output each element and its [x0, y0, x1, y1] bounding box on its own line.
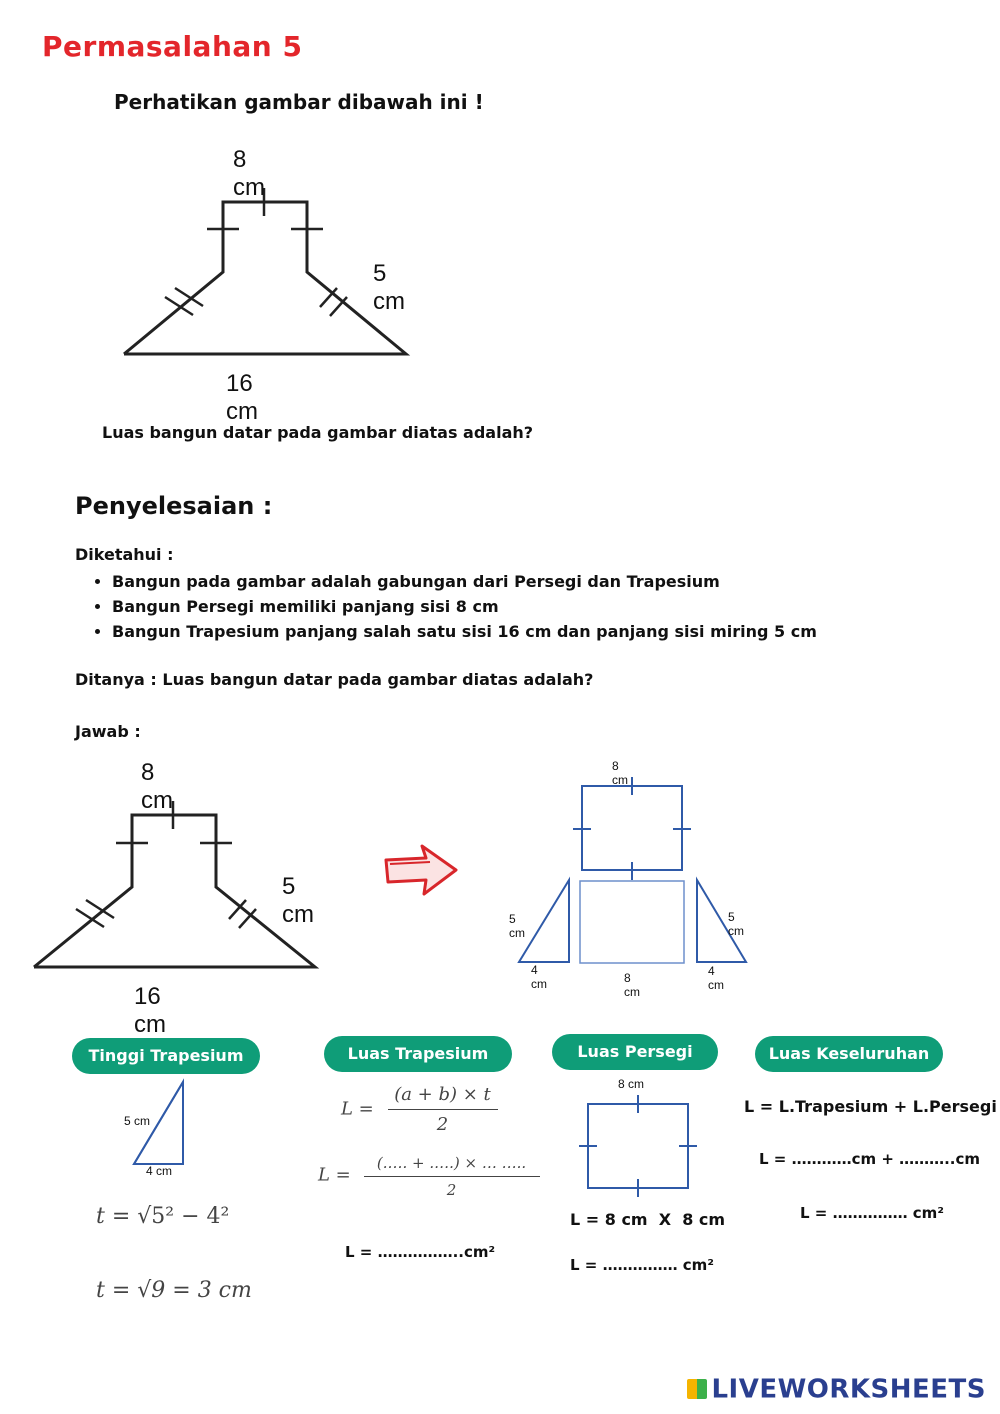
- decomp-square-top-label: 8 cm: [612, 759, 628, 787]
- figure-2-bottom-label: 16 cm: [134, 983, 166, 1038]
- height-tri-base-label: 4 cm: [146, 1164, 173, 1178]
- question-text: Luas bangun datar pada gambar diatas adalah?: [102, 423, 534, 442]
- trapezoid-card-header: Luas Trapesium: [324, 1036, 512, 1072]
- brand-text: LIVEWORKSHEETS: [711, 1374, 986, 1404]
- height-eq1-lhs: t =: [96, 1204, 131, 1229]
- height-eq1-rhs: √5² − 4²: [137, 1204, 230, 1229]
- height-tri-side-label: 5 cm: [124, 1114, 151, 1128]
- height-eq2: t = √9 = 3 cm: [96, 1278, 252, 1303]
- trapezoid-denominator: 2: [436, 1114, 449, 1135]
- total-eq2: L = …………cm + ………..cm: [759, 1150, 981, 1168]
- decomp-right-base-label: 4 cm: [708, 964, 724, 992]
- decomp-right-side-label: 5 cm: [728, 910, 744, 938]
- section-title: Penyelesaian :: [75, 492, 273, 520]
- answer-label: Jawab :: [75, 722, 141, 741]
- known-label: Diketahui :: [75, 545, 174, 564]
- trapezoid-lhs: L =: [341, 1098, 374, 1120]
- list-item: • Bangun pada gambar adalah gabungan dari Persegi dan Trapesium: [112, 569, 817, 594]
- decomp-left-side-label: 5 cm: [509, 912, 525, 940]
- page-title: Permasalahan 5: [42, 30, 303, 63]
- decomp-left-base-label: 4 cm: [531, 963, 547, 991]
- trapezoid-result: L = ……………..cm²: [345, 1243, 496, 1261]
- height-card-header: Tinggi Trapesium: [72, 1038, 260, 1074]
- trapezoid-fill-lhs: L =: [318, 1164, 351, 1186]
- square-eq1: L = 8 cm X 8 cm: [570, 1210, 726, 1229]
- figure-1-bottom-label: 16 cm: [226, 370, 258, 425]
- list-item: • Bangun Persegi memiliki panjang sisi 8 cm: [112, 594, 817, 619]
- liveworksheets-logo: [687, 1374, 986, 1405]
- total-card-header: Luas Keseluruhan: [755, 1036, 943, 1072]
- figure-2-side-label: 5 cm: [282, 873, 314, 928]
- square-card-header: Luas Persegi: [552, 1034, 718, 1070]
- trapezoid-fill-numerator: (.…. + .….) × … …..: [364, 1154, 540, 1177]
- figure-1-side-label: 5 cm: [373, 260, 405, 315]
- figure-2-top-label: 8 cm: [141, 759, 173, 814]
- total-eq1: L = L.Trapesium + L.Persegi: [744, 1097, 997, 1116]
- trapezoid-numerator: (a + b) × t: [388, 1084, 498, 1110]
- logo-icon: [687, 1379, 707, 1399]
- decomp-rect-base-label: 8 cm: [624, 971, 640, 999]
- figure-1-top-label: 8 cm: [233, 146, 265, 201]
- total-eq3: L = …………… cm²: [800, 1204, 944, 1222]
- instruction-text: Perhatikan gambar dibawah ini !: [114, 90, 484, 114]
- square-eq2: L = …………… cm²: [570, 1256, 714, 1274]
- square-side-label: 8 cm: [618, 1077, 645, 1091]
- list-item: • Bangun Trapesium panjang salah satu sisi 16 cm dan panjang sisi miring 5 cm: [112, 619, 817, 644]
- asked-text: Ditanya : Luas bangun datar pada gambar diatas adalah?: [75, 670, 594, 689]
- trapezoid-fill-denominator: 2: [446, 1181, 457, 1199]
- height-eq1: [96, 1204, 229, 1229]
